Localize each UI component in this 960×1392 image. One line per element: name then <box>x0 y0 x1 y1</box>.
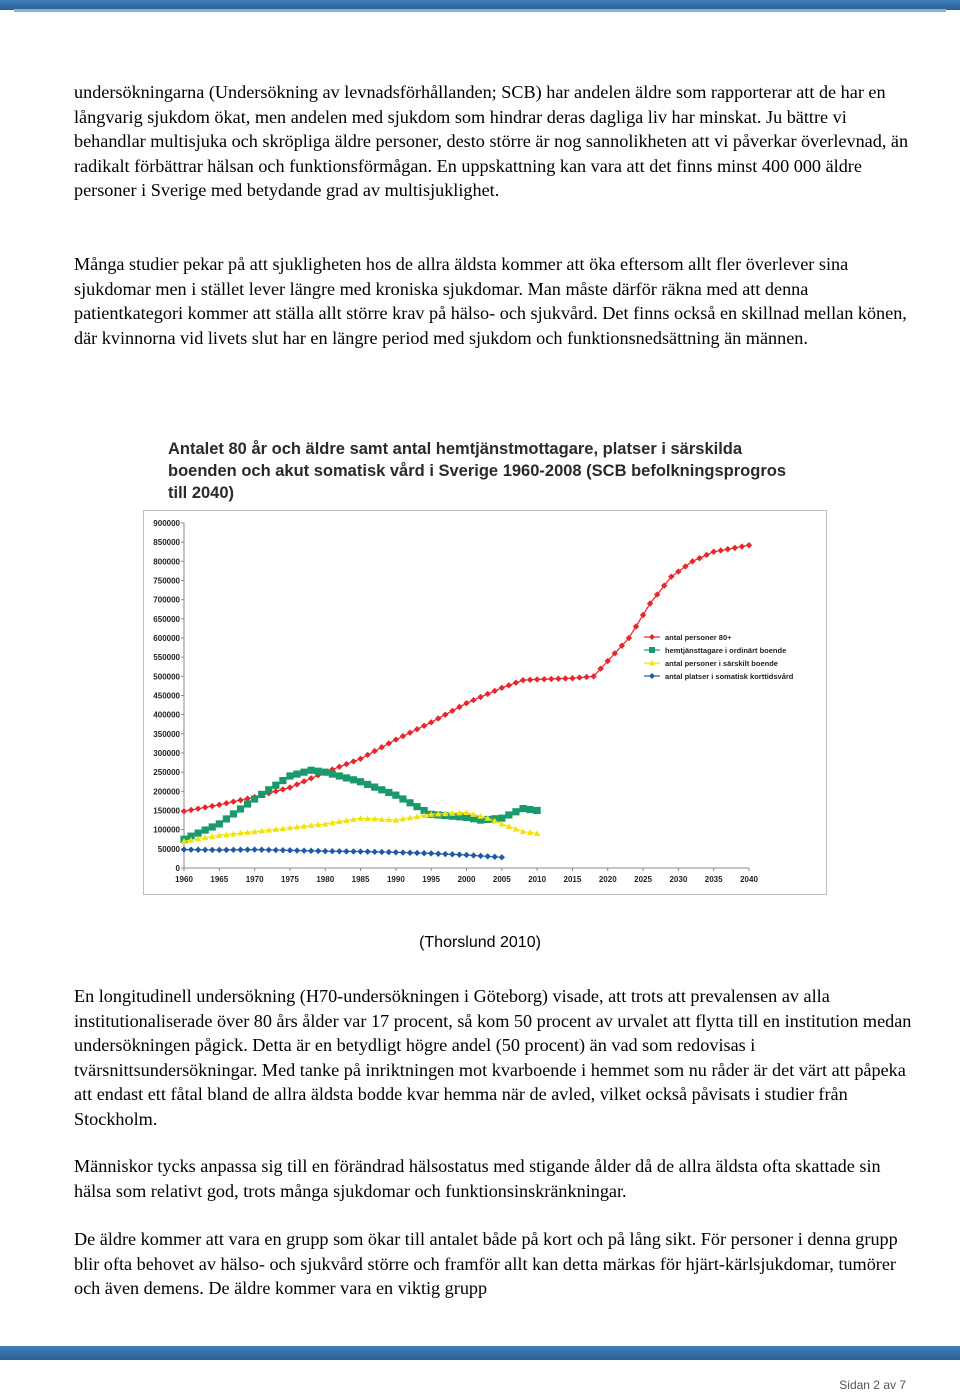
series-point-2 <box>230 810 237 817</box>
series-point-2 <box>534 807 541 814</box>
series-point-4 <box>251 846 257 852</box>
series-point-4 <box>421 850 427 856</box>
paragraph-3: En longitudinell undersökning (H70-undersökningen i Göteborg) visade, att trots att prevalensen av alla institutionaliserade över 80 års ålder var 17 procent, så kom 50 procent av urvalet att flytta till en institution medan undersökningen pågick. Detta är en betydligt högre andel (50 procent) än vad som redovisas i tvärsnittsundersökningar. Med tanke på inriktningen mot kvarboende i hemmet som nu råder är det värt att påpeka att endast ett fåtal bland de allra äldsta bodde kvar hemma när de avled, vilket också påvisats i studier från Stockholm. <box>74 986 912 1129</box>
series-point-1 <box>336 764 342 770</box>
legend-label-3: antal personer i särskilt boende <box>665 659 778 668</box>
series-point-1 <box>386 740 392 746</box>
series-point-1 <box>640 612 646 618</box>
chart-title: Antalet 80 år och äldre samt antal hemtjänstmottagare, platser i särskilda boenden och akut somatisk vård i Sverige 1960-2008 (SCB befolkningsprogros till 2040) <box>168 440 787 502</box>
line-chart <box>144 511 826 894</box>
x-tick-label: 1995 <box>422 875 441 884</box>
series-point-2 <box>364 781 371 788</box>
series-point-1 <box>442 711 448 717</box>
y-tick-label: 250000 <box>153 768 180 778</box>
series-point-1 <box>357 756 363 762</box>
series-point-4 <box>280 847 286 853</box>
series-point-1 <box>732 545 738 551</box>
header-rule-accent <box>14 9 946 12</box>
series-point-2 <box>293 770 300 777</box>
series-point-1 <box>492 688 498 694</box>
series-point-4 <box>202 847 208 853</box>
x-tick-label: 2040 <box>740 875 758 884</box>
x-tick-label: 2030 <box>669 875 688 884</box>
series-point-2 <box>350 776 357 783</box>
series-point-4 <box>308 848 314 854</box>
series-point-2 <box>258 791 265 798</box>
y-tick-label: 600000 <box>153 634 180 643</box>
legend-label-4: antal platser i somatisk korttidsvård <box>665 672 794 681</box>
series-point-2 <box>216 820 223 827</box>
series-point-2 <box>202 826 209 833</box>
chart-frame <box>143 510 827 895</box>
y-tick-label: 350000 <box>153 729 180 739</box>
series-point-1 <box>393 736 399 742</box>
x-tick-label: 1980 <box>316 875 335 884</box>
series-point-1 <box>456 704 462 710</box>
x-tick-label: 2025 <box>634 875 652 884</box>
series-point-2 <box>505 811 512 818</box>
series-point-4 <box>287 847 293 853</box>
series-point-1 <box>308 775 314 781</box>
y-tick-label: 100000 <box>153 825 180 835</box>
paragraph-2: Många studier pekar på att sjukligheten hos de allra äldsta kommer att öka eftersom allt fler överlever sina sjukdomar men i stället lever längre med kroniska sjukdomar. Man måste därför räkna med att denna patientkategori kommer att ställa allt större krav på hälso- och sjukvård. Det finns också en skillnad mellan könen, där kvinnorna vid livets slut har en längre period med sjukdom och funktionsnedsättning än männen. <box>74 254 907 348</box>
series-point-2 <box>498 815 505 822</box>
series-point-1 <box>746 542 752 548</box>
series-point-4 <box>442 851 448 857</box>
series-point-2 <box>512 808 519 815</box>
series-point-1 <box>371 748 377 754</box>
series-point-1 <box>301 778 307 784</box>
y-tick-label: 750000 <box>153 576 180 586</box>
series-point-1 <box>583 674 589 680</box>
legend-label-1: antal personer 80+ <box>665 633 732 642</box>
series-point-1 <box>449 708 455 714</box>
series-point-1 <box>569 675 575 681</box>
series-point-1 <box>209 803 215 809</box>
x-tick-label: 1990 <box>386 875 405 884</box>
series-point-1 <box>633 623 639 629</box>
series-point-4 <box>322 848 328 854</box>
x-tick-label: 2035 <box>704 875 723 884</box>
series-point-2 <box>286 772 293 779</box>
series-point-4 <box>294 847 300 853</box>
x-tick-label: 1965 <box>210 875 229 884</box>
y-tick-label: 450000 <box>153 691 180 701</box>
series-point-2 <box>343 774 350 781</box>
series-point-1 <box>280 786 286 792</box>
page-number: Sidan 2 av 7 <box>839 1378 906 1392</box>
series-point-2 <box>237 805 244 812</box>
series-point-1 <box>188 807 194 813</box>
series-point-1 <box>534 676 540 682</box>
series-point-1 <box>562 675 568 681</box>
series-point-2 <box>300 769 307 776</box>
series-point-1 <box>421 723 427 729</box>
legend-label-2: hemtjänsttagare i ordinärt boende <box>665 646 787 655</box>
series-point-4 <box>357 848 363 854</box>
series-point-4 <box>216 847 222 853</box>
series-point-2 <box>406 799 413 806</box>
y-tick-label: 850000 <box>153 538 180 548</box>
y-tick-label: 900000 <box>153 519 180 528</box>
series-point-2 <box>195 830 202 837</box>
legend-marker-2 <box>649 647 655 653</box>
series-point-1 <box>379 744 385 750</box>
x-tick-label: 1970 <box>245 875 264 884</box>
series-point-2 <box>265 786 272 793</box>
series-point-1 <box>400 733 406 739</box>
series-point-4 <box>350 848 356 854</box>
series-point-1 <box>230 798 236 804</box>
series-point-1 <box>548 676 554 682</box>
x-tick-label: 2015 <box>563 875 582 884</box>
series-point-4 <box>400 849 406 855</box>
x-tick-label: 2005 <box>492 875 511 884</box>
series-point-4 <box>301 847 307 853</box>
series-point-4 <box>223 847 229 853</box>
series-point-1 <box>477 694 483 700</box>
y-tick-label: 150000 <box>153 806 180 816</box>
series-point-2 <box>526 806 533 813</box>
series-point-1 <box>576 674 582 680</box>
series-point-4 <box>477 853 483 859</box>
y-tick-label: 300000 <box>153 749 180 758</box>
series-point-2 <box>244 800 251 807</box>
x-tick-label: 2010 <box>528 875 547 884</box>
series-point-1 <box>223 800 229 806</box>
x-tick-label: 1960 <box>175 875 193 884</box>
series-point-4 <box>343 848 349 854</box>
series-point-4 <box>393 849 399 855</box>
series-point-1 <box>195 805 201 811</box>
series-point-2 <box>272 782 279 789</box>
series-point-1 <box>294 781 300 787</box>
paragraph-4: Människor tycks anpassa sig till en förändrad hälsostatus med stigande ålder då de allra äldsta ofta skattade sin hälsa som relativt god, trots många sjukdomar och funktionsinskränkningar. <box>74 1156 881 1201</box>
series-point-1 <box>506 682 512 688</box>
series-point-1 <box>696 555 702 561</box>
series-point-1 <box>484 691 490 697</box>
series-point-1 <box>527 677 533 683</box>
figure-caption: (Thorslund 2010) <box>419 934 541 951</box>
y-tick-label: 500000 <box>153 672 180 682</box>
series-point-1 <box>513 680 519 686</box>
series-point-4 <box>230 847 236 853</box>
series-point-1 <box>499 685 505 691</box>
series-point-1 <box>273 788 279 794</box>
series-point-4 <box>329 848 335 854</box>
y-tick-label: 200000 <box>153 787 180 797</box>
legend-marker-4 <box>649 673 655 679</box>
series-point-1 <box>710 549 716 555</box>
series-point-1 <box>287 784 293 790</box>
series-point-4 <box>237 847 243 853</box>
series-point-4 <box>470 852 476 858</box>
series-point-2 <box>251 795 258 802</box>
y-tick-label: 550000 <box>153 653 180 663</box>
series-point-1 <box>428 719 434 725</box>
legend-marker-1 <box>649 634 655 640</box>
series-point-1 <box>364 752 370 758</box>
y-tick-label: 650000 <box>153 614 180 624</box>
footer-rule <box>0 1346 960 1360</box>
series-point-1 <box>520 677 526 683</box>
series-point-4 <box>258 847 264 853</box>
series-point-1 <box>739 543 745 549</box>
series-point-2 <box>371 784 378 791</box>
series-point-2 <box>322 769 329 776</box>
paragraph-5: De äldre kommer att vara en grupp som ökar till antalet både på kort och på lång sikt. För personer i denna grupp blir ofta behovet av hälso- och sjukvård större och framför allt kan detta märkas för hjärt-kärlsjukdomar, tumörer och även demens. De äldre kommer vara en viktig grupp <box>74 1229 898 1298</box>
series-point-2 <box>315 768 322 775</box>
series-point-4 <box>273 847 279 853</box>
x-tick-label: 2000 <box>457 875 476 884</box>
series-point-1 <box>541 676 547 682</box>
x-tick-label: 1975 <box>281 875 299 884</box>
series-point-2 <box>378 786 385 793</box>
series-point-4 <box>336 848 342 854</box>
series-point-1 <box>435 715 441 721</box>
series-point-2 <box>279 777 286 784</box>
series-point-2 <box>519 805 526 812</box>
series-point-1 <box>725 546 731 552</box>
series-point-4 <box>195 847 201 853</box>
series-point-1 <box>237 797 243 803</box>
paragraph-1: undersökningarna (Undersökning av levnadsförhållanden; SCB) har andelen äldre som rapporterar att de har en långvarig sjukdom ökat, men andelen med sjukdom som hindrar deras dagliga liv har minskat. Ju bättre vi behandlar multisjuka och skröpliga äldre personer, desto större är nog sannolikheten att vi påverkar överlevnad, än radikalt förbättrar hälsan och funktionsförmågan. En uppskattning kan vara att det finns minst 400 000 äldre personer i Sverige med betydande grad av multisjuklighet. <box>74 82 909 200</box>
series-point-4 <box>492 854 498 860</box>
series-point-1 <box>407 729 413 735</box>
series-point-4 <box>499 854 505 860</box>
series-point-4 <box>407 850 413 856</box>
series-point-1 <box>470 697 476 703</box>
series-point-4 <box>181 846 187 852</box>
series-point-1 <box>216 802 222 808</box>
y-tick-label: 800000 <box>153 557 180 567</box>
series-point-1 <box>718 547 724 553</box>
series-point-4 <box>209 847 215 853</box>
series-point-1 <box>343 761 349 767</box>
series-point-2 <box>336 772 343 779</box>
series-point-2 <box>385 789 392 796</box>
series-point-1 <box>414 726 420 732</box>
y-tick-label: 700000 <box>153 595 180 605</box>
series-point-4 <box>414 850 420 856</box>
series-point-2 <box>308 767 315 774</box>
series-point-2 <box>223 815 230 822</box>
series-point-4 <box>449 851 455 857</box>
series-point-2 <box>413 803 420 810</box>
series-point-4 <box>386 849 392 855</box>
series-point-2 <box>357 778 364 785</box>
series-point-4 <box>484 853 490 859</box>
series-point-4 <box>456 851 462 857</box>
series-point-1 <box>463 700 469 706</box>
y-tick-label: 400000 <box>153 710 180 720</box>
series-point-1 <box>703 552 709 558</box>
series-point-1 <box>181 808 187 814</box>
series-point-4 <box>266 847 272 853</box>
series-point-4 <box>244 846 250 852</box>
series-point-4 <box>463 852 469 858</box>
series-point-4 <box>371 849 377 855</box>
series-point-4 <box>435 851 441 857</box>
series-point-2 <box>392 792 399 799</box>
series-point-2 <box>399 795 406 802</box>
series-point-4 <box>315 848 321 854</box>
y-tick-label: 50000 <box>157 844 180 854</box>
x-tick-label: 1985 <box>351 875 370 884</box>
series-point-4 <box>188 846 194 852</box>
series-point-2 <box>209 823 216 830</box>
series-point-2 <box>329 770 336 777</box>
series-point-1 <box>350 758 356 764</box>
series-point-4 <box>379 849 385 855</box>
series-point-4 <box>364 848 370 854</box>
y-tick-label: 0 <box>175 864 180 873</box>
x-tick-label: 2020 <box>598 875 617 884</box>
series-point-4 <box>428 850 434 856</box>
series-point-1 <box>555 676 561 682</box>
series-point-1 <box>202 804 208 810</box>
